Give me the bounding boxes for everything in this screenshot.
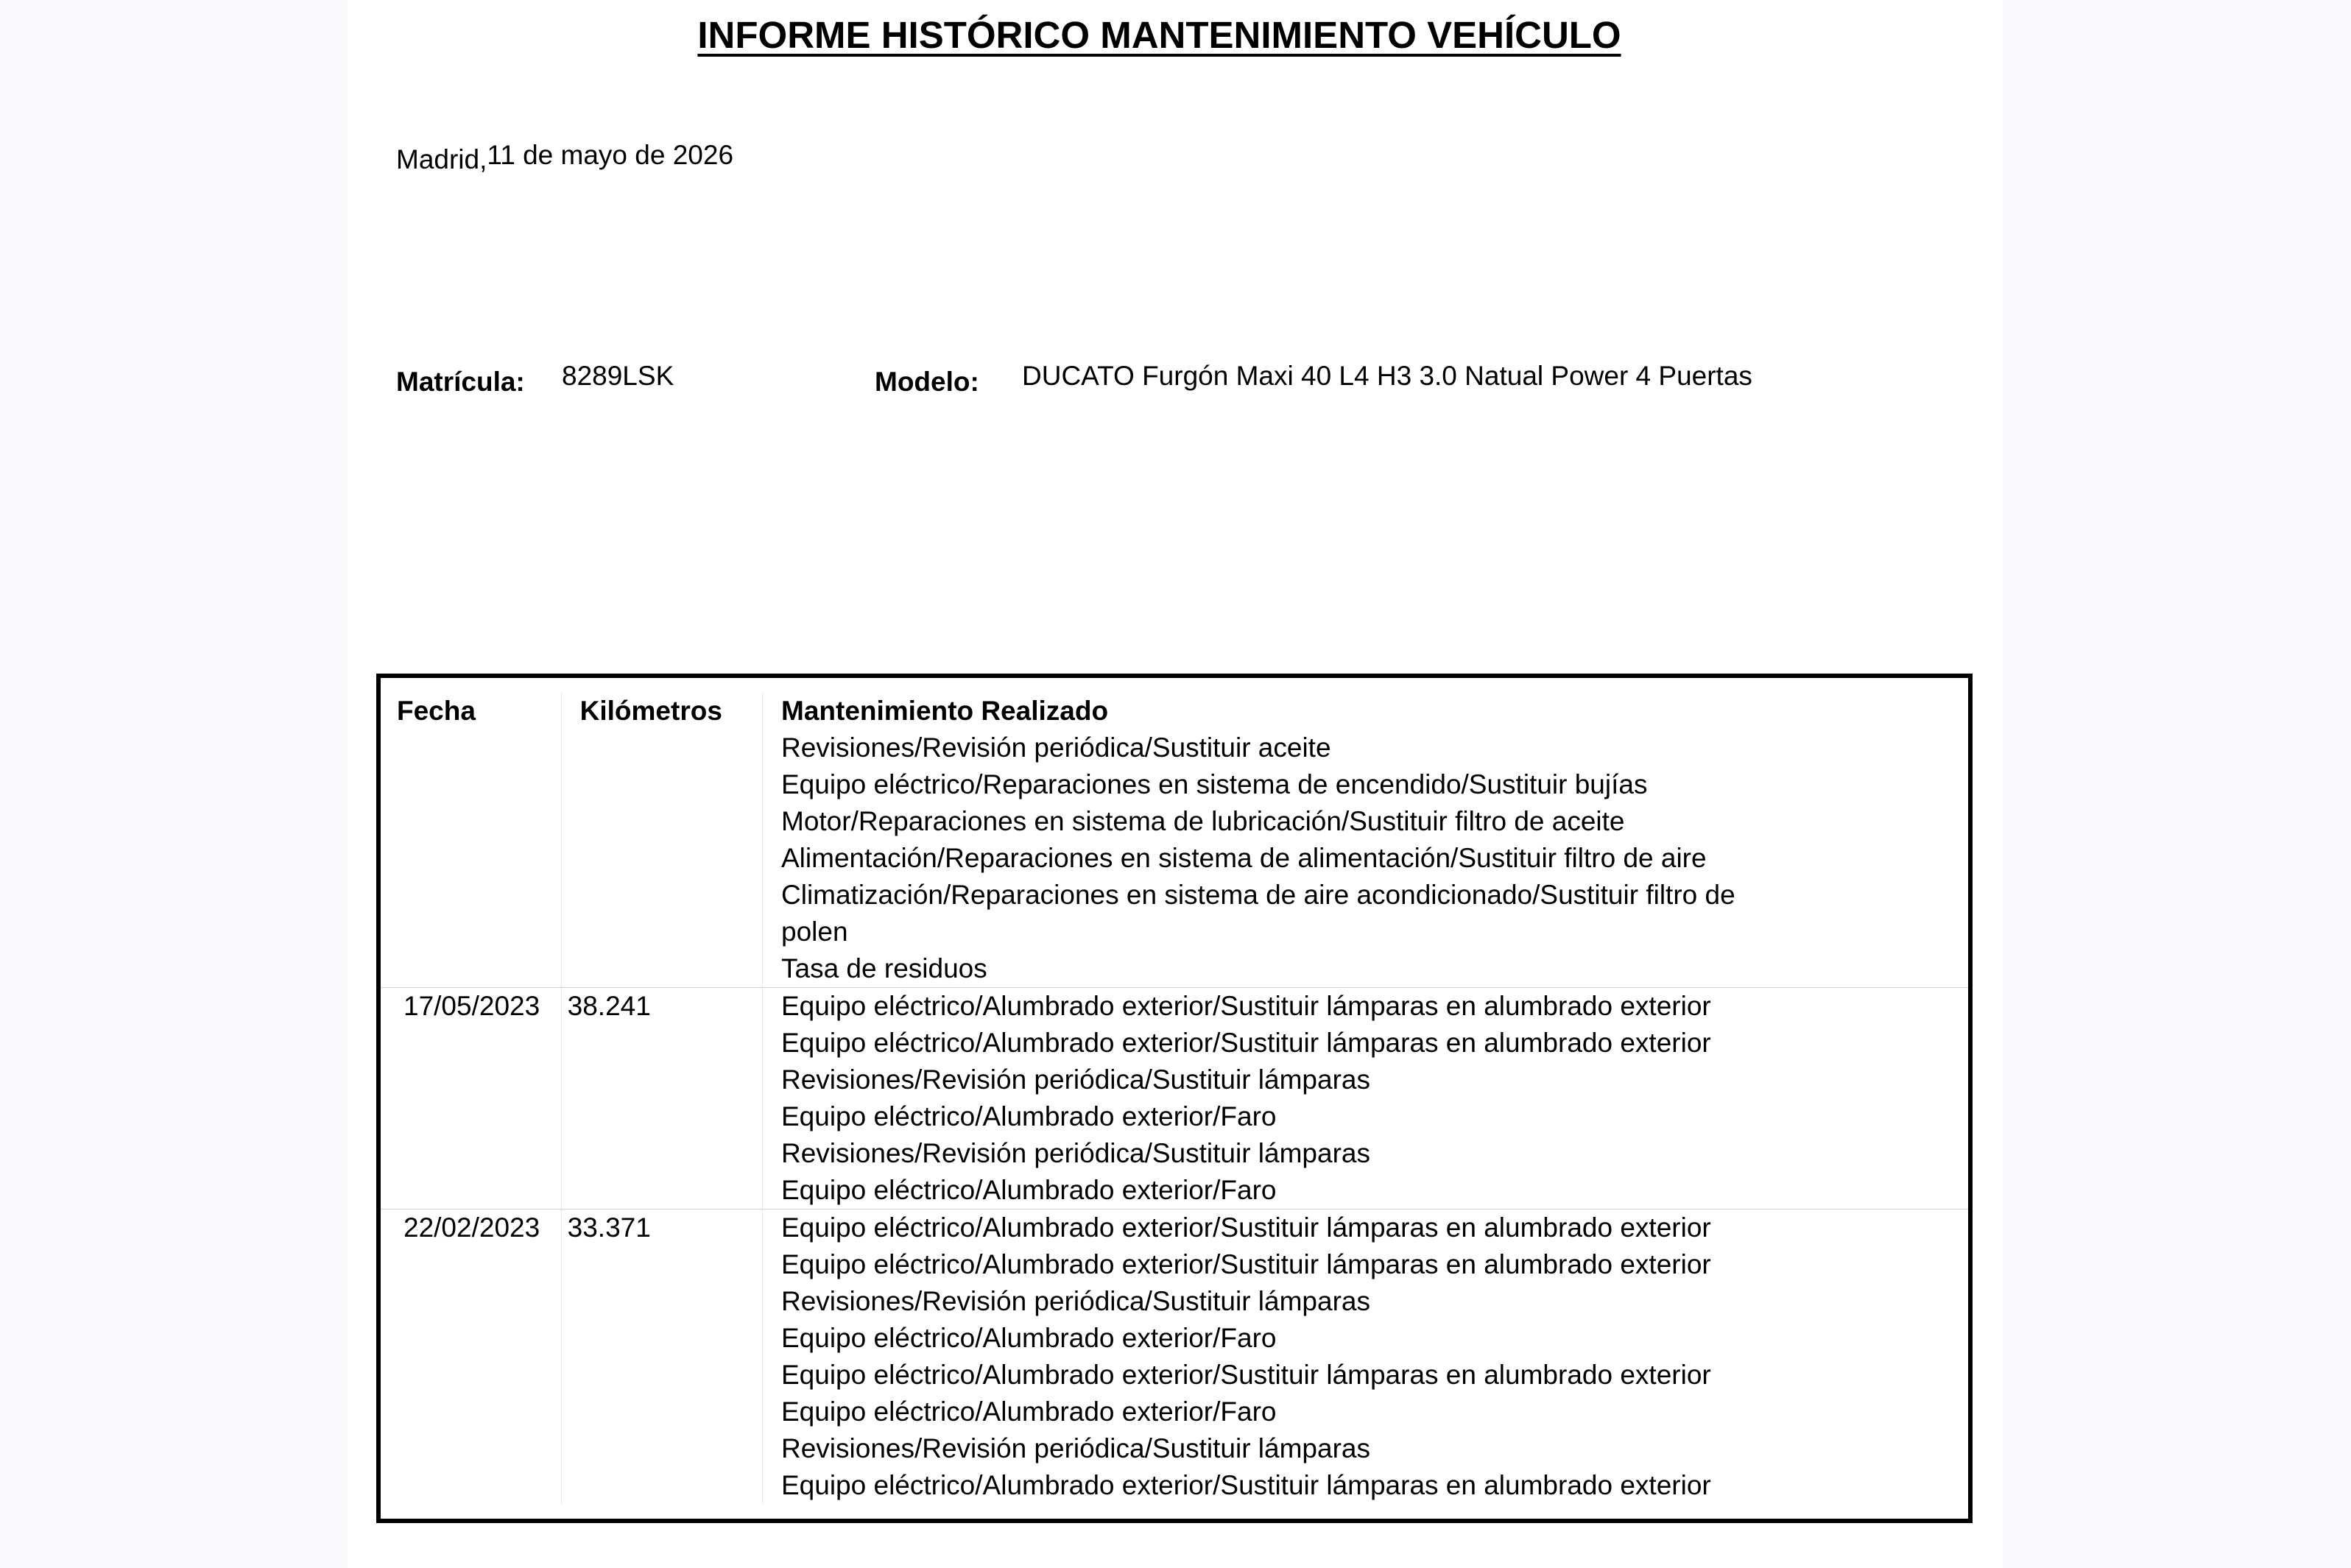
maintenance-item: Equipo eléctrico/Alumbrado exterior/Faro — [781, 1323, 1277, 1353]
maintenance-item: Equipo eléctrico/Alumbrado exterior/Sustituir lámparas en alumbrado exterior — [781, 1249, 1711, 1279]
maintenance-item: Climatización/Reparaciones en sistema de aire acondicionado/Sustituir filtro de polen — [781, 880, 1735, 947]
maintenance-item: Revisiones/Revisión periódica/Sustituir aceite — [781, 732, 1331, 763]
plate-value: 8289LSK — [562, 361, 674, 391]
maintenance-item: Equipo eléctrico/Alumbrado exterior/Sustituir lámparas en alumbrado exterior — [781, 1028, 1711, 1058]
maintenance-item: Equipo eléctrico/Alumbrado exterior/Faro — [781, 1175, 1277, 1205]
plate-label: Matrícula: — [396, 367, 525, 397]
model-label: Modelo: — [875, 367, 979, 397]
model-value: DUCATO Furgón Maxi 40 L4 H3 3.0 Natual Power 4 Puertas — [1022, 361, 1752, 391]
maintenance-item: Equipo eléctrico/Alumbrado exterior/Sustituir lámparas en alumbrado exterior — [781, 991, 1711, 1021]
maintenance-item: Equipo eléctrico/Alumbrado exterior/Sustituir lámparas en alumbrado exterior — [781, 1360, 1711, 1390]
report-title: INFORME HISTÓRICO MANTENIMIENTO VEHÍCULO — [697, 14, 1621, 56]
report-page — [348, 0, 2003, 1568]
maintenance-table-box — [376, 674, 1973, 1523]
header-km: Kilómetros — [579, 696, 722, 726]
maintenance-item: Alimentación/Reparaciones en sistema de alimentación/Sustituir filtro de aire — [781, 843, 1707, 873]
maintenance-item: Revisiones/Revisión periódica/Sustituir lámparas — [781, 1138, 1370, 1168]
table-row — [381, 1209, 1968, 1505]
maintenance-item: Revisiones/Revisión periódica/Sustituir lámparas — [781, 1064, 1370, 1095]
first-entry-items — [781, 730, 1783, 987]
maintenance-item: Equipo eléctrico/Alumbrado exterior/Sustituir lámparas en alumbrado exterior — [781, 1212, 1711, 1243]
header-date: Fecha — [397, 696, 476, 726]
table-row — [381, 988, 1968, 1209]
maintenance-item: Equipo eléctrico/Alumbrado exterior/Faro — [781, 1101, 1277, 1131]
header-row — [381, 693, 1968, 988]
maintenance-item: Tasa de residuos — [781, 953, 987, 983]
maintenance-table — [381, 693, 1968, 1504]
place-date — [396, 140, 734, 174]
maintenance-item: Equipo eléctrico/Reparaciones en sistema de encendido/Sustituir bujías — [781, 769, 1648, 799]
maintenance-item: Revisiones/Revisión periódica/Sustituir lámparas — [781, 1433, 1370, 1463]
row-date: 22/02/2023 — [403, 1212, 540, 1243]
maintenance-item: Equipo eléctrico/Alumbrado exterior/Faro — [781, 1396, 1277, 1427]
maintenance-item: Equipo eléctrico/Alumbrado exterior/Sustituir lámparas en alumbrado exterior — [781, 1470, 1711, 1500]
report-date: 11 de mayo de 2026 — [487, 140, 734, 170]
row-date: 17/05/2023 — [403, 991, 540, 1021]
maintenance-item: Revisiones/Revisión periódica/Sustituir lámparas — [781, 1286, 1370, 1316]
report-city: Madrid, — [396, 144, 487, 174]
row-km: 38.241 — [567, 991, 651, 1021]
header-maintenance: Mantenimiento Realizado — [781, 696, 1109, 726]
row-km: 33.371 — [567, 1212, 651, 1243]
maintenance-item: Motor/Reparaciones en sistema de lubricación/Sustituir filtro de aceite — [781, 806, 1625, 836]
